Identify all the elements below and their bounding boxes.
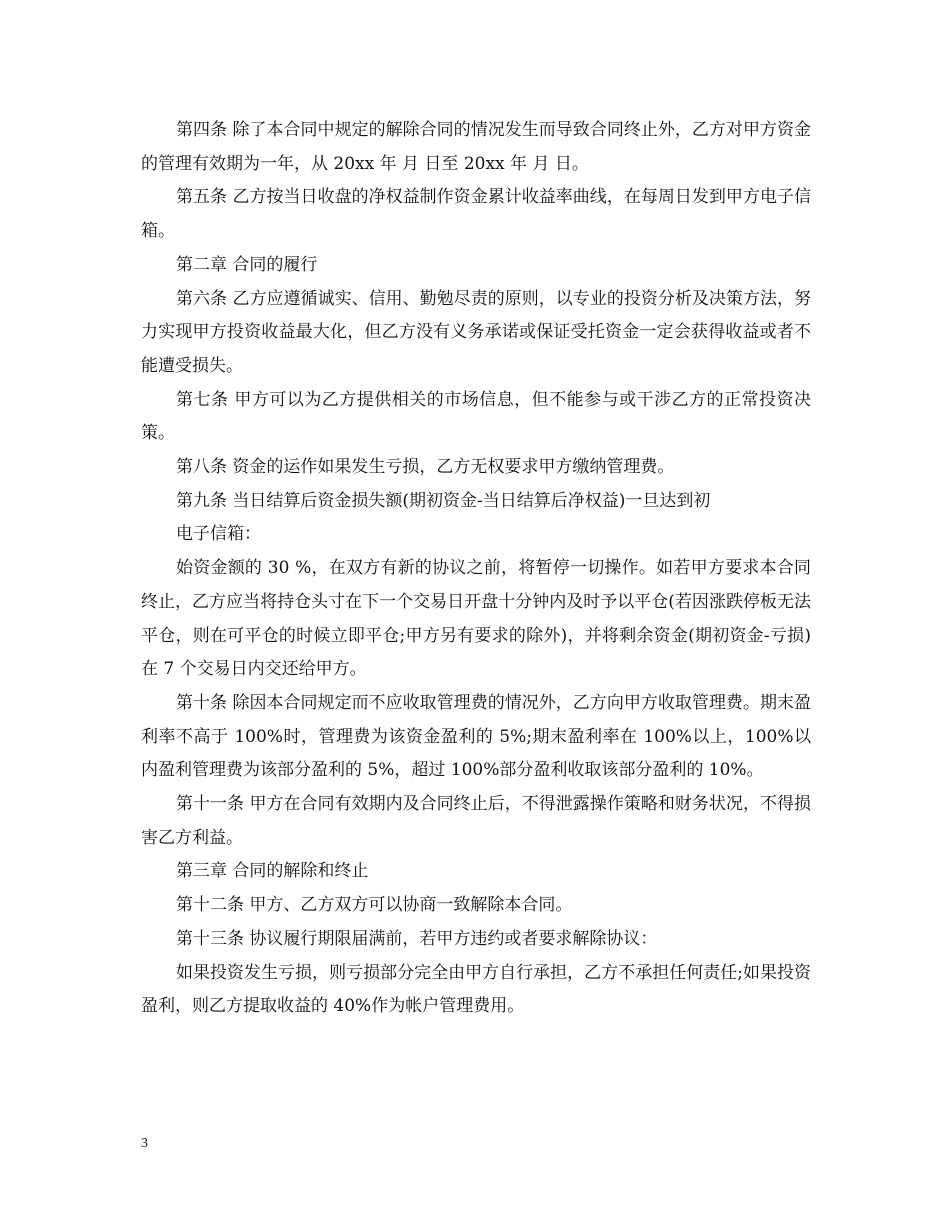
clause-5: 第五条 乙方按当日收盘的净权益制作资金累计收益率曲线，在每周日发到甲方电子信箱。: [141, 187, 811, 242]
clause-9: 第九条 当日结算后资金损失额(期初资金-当日结算后净权益)一旦达到初: [176, 490, 711, 511]
clause-13-detail: 如果投资发生亏损，则亏损部分完全由甲方自行承担，乙方不承担任何责任;如果投资盈利，则乙方提取收益的 40%作为帐户管理费用。: [141, 962, 811, 1017]
email-label: 电子信箱：: [176, 524, 261, 545]
clause-10: 第十条 除因本合同规定而不应收取管理费的情况外，乙方向甲方收取管理费。期末盈利率不高于 100%时，管理费为该资金盈利的 5%;期末盈利率在 100%以上，100%以内盈利管理费为该部分盈利的 5%，超过 100%部分盈利收取该部分盈利的 10%。: [141, 692, 811, 781]
clause-12: 第十二条 甲方、乙方双方可以协商一致解除本合同。: [176, 895, 573, 916]
clause-6: 第六条 乙方应遵循诚实、信用、勤勉尽责的原则，以专业的投资分析及决策方法，努力实现甲方投资收益最大化，但乙方没有义务承诺或保证受托资金一定会获得收益或者不能遭受损失。: [141, 288, 811, 376]
clause-4: 第四条 除了本合同中规定的解除合同的情况发生而导致合同终止外，乙方对甲方资金的管理有效期为一年，从 20xx 年 月 日至 20xx 年 月 日。: [141, 120, 811, 174]
chapter-2-heading: 第二章 合同的履行: [176, 254, 318, 275]
clause-8: 第八条 资金的运作如果发生亏损，乙方无权要求甲方缴纳管理费。: [176, 457, 675, 478]
chapter-3-heading: 第三章 合同的解除和终止: [176, 861, 369, 882]
clause-9-continued: 始资金额的 30 %，在双方有新的协议之前，将暂停一切操作。如若甲方要求本合同终止，乙方应当将持仓头寸在下一个交易日开盘十分钟内及时予以平仓(若因涨跌停板无法平仓，则在可平仓的时候立即平仓;甲方另有要求的除外)，并将剩余资金(期初资金-亏损)在 7 个交易日内交还给甲方。: [141, 558, 811, 680]
clause-13: 第十三条 协议履行期限届满前，若甲方违约或者要求解除协议：: [176, 928, 658, 949]
document-body: [141, 114, 811, 1024]
clause-7: 第七条 甲方可以为乙方提供相关的市场信息，但不能参与或干涉乙方的正常投资决策。: [141, 389, 811, 444]
page-number: 3: [141, 1136, 148, 1151]
clause-11: 第十一条 甲方在合同有效期内及合同终止后，不得泄露操作策略和财务状况，不得损害乙方利益。: [141, 794, 811, 848]
